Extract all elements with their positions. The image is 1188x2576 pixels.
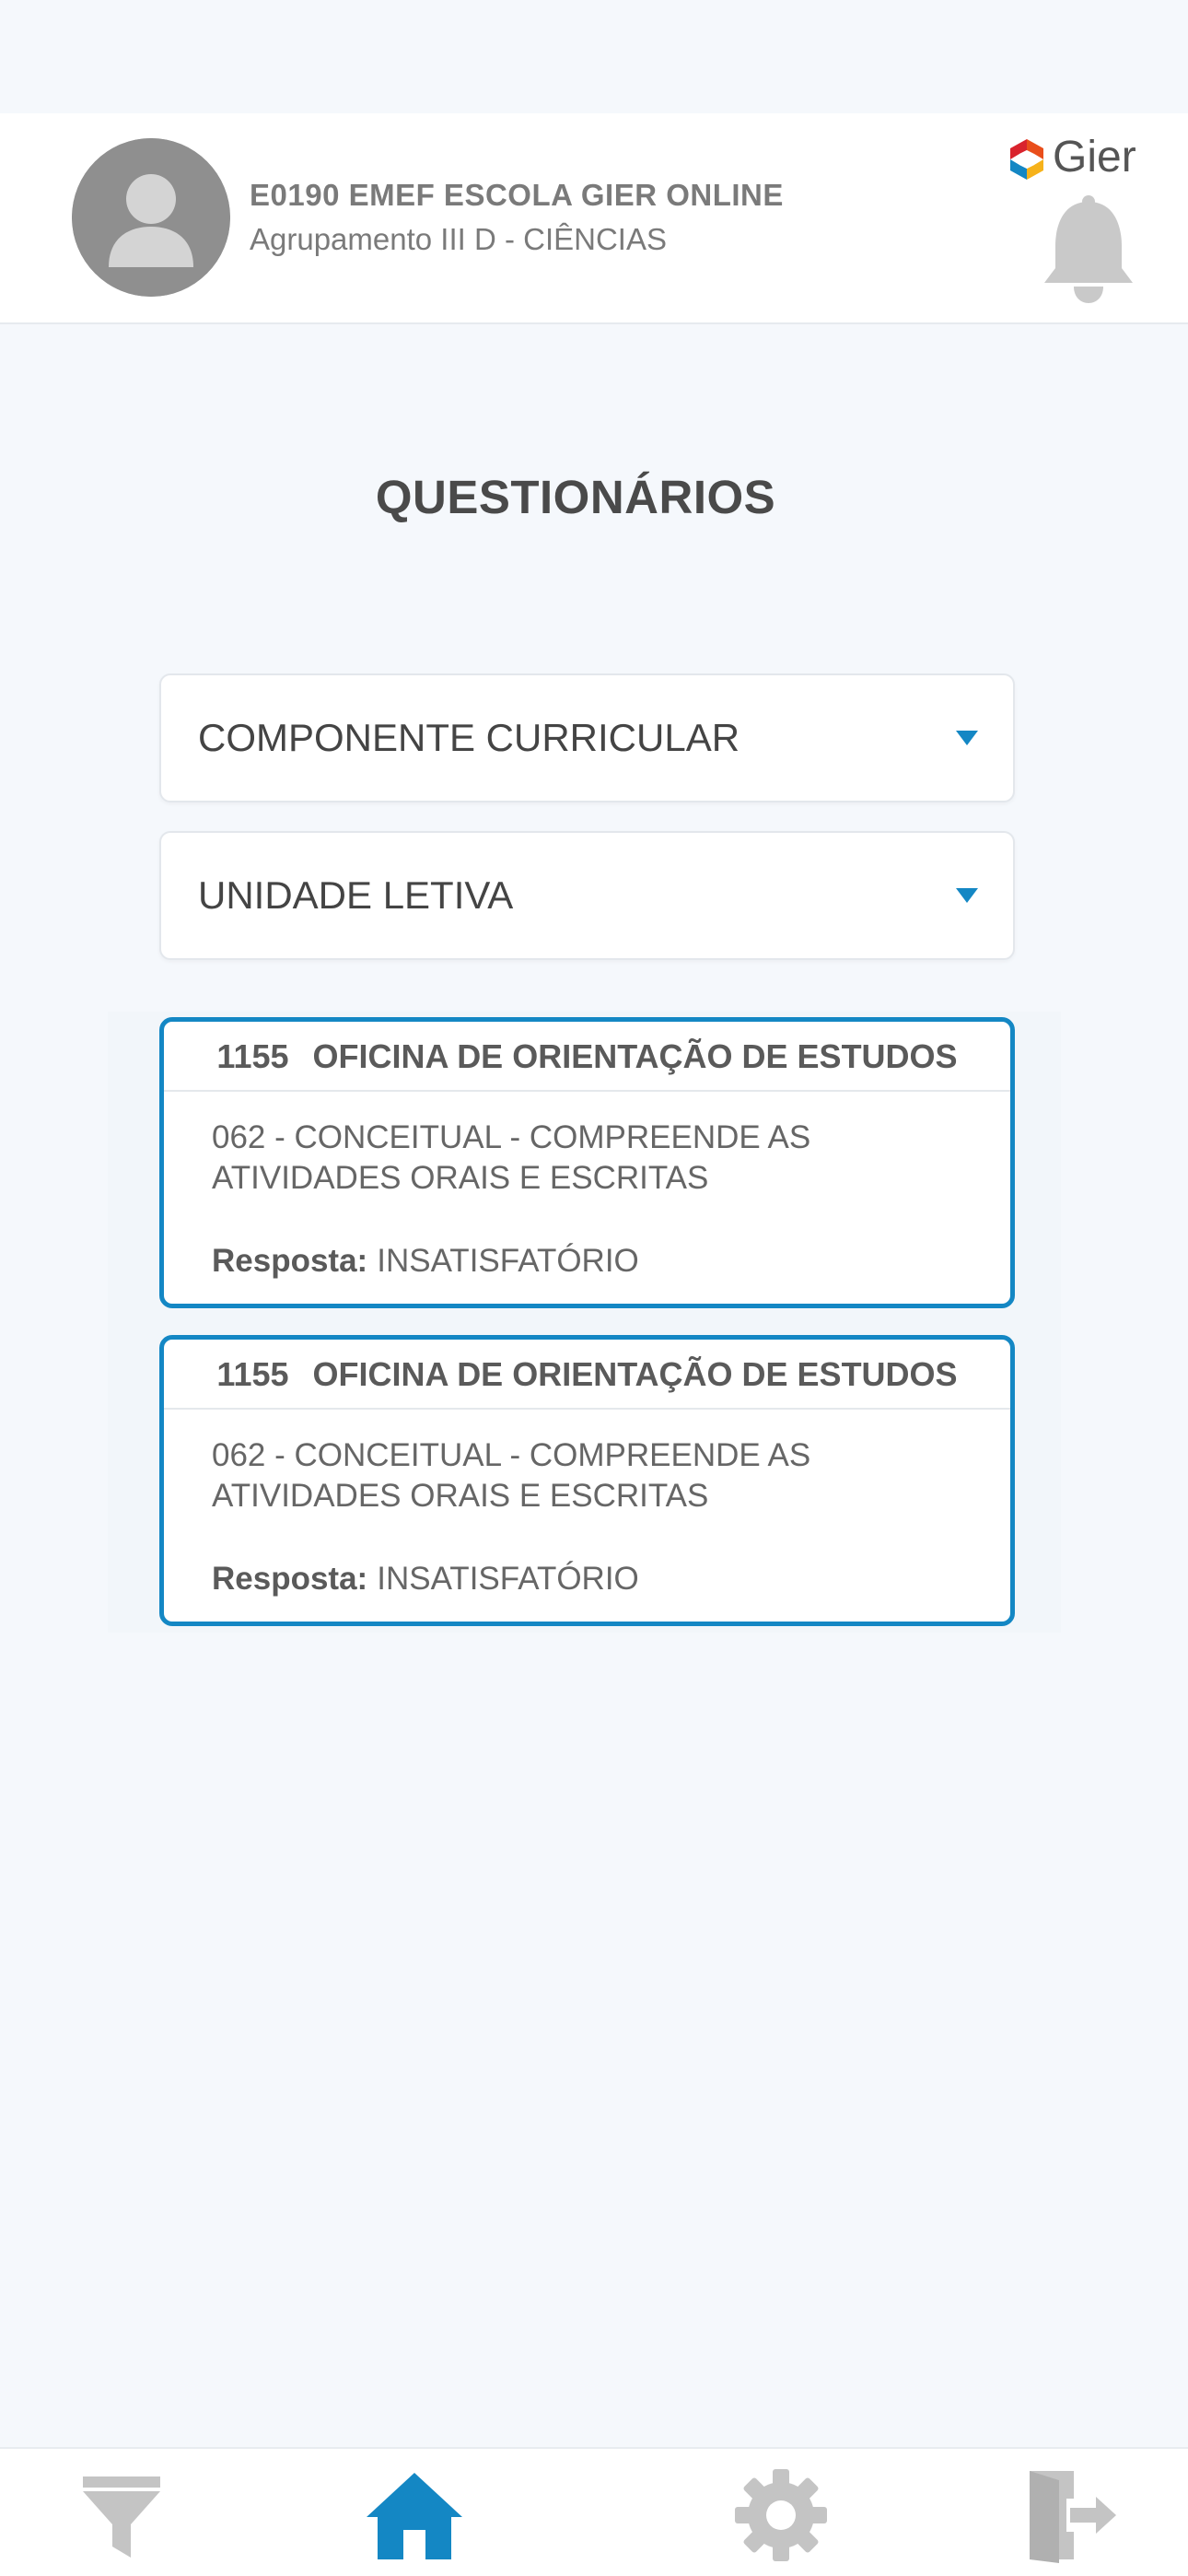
logout-icon[interactable] <box>1013 2467 1124 2563</box>
chevron-down-icon <box>956 731 978 745</box>
card-code: 1155 <box>216 1037 289 1075</box>
user-avatar-icon[interactable] <box>72 138 230 297</box>
card-subject: OFICINA DE ORIENTAÇÃO DE ESTUDOS <box>312 1355 958 1393</box>
school-name: E0190 EMEF ESCOLA GIER ONLINE <box>250 178 784 212</box>
questionnaire-card[interactable] <box>159 1017 1015 1308</box>
componente-curricular-label: COMPONENTE CURRICULAR <box>198 716 740 759</box>
brand-logo <box>1007 132 1145 183</box>
questionnaire-card[interactable] <box>159 1335 1015 1626</box>
header <box>0 113 1188 324</box>
bottom-nav <box>0 2447 1188 2576</box>
brand-name: Gier <box>1053 133 1136 181</box>
card-header <box>164 1022 1010 1092</box>
class-name: Agrupamento III D - CIÊNCIAS <box>250 222 667 256</box>
answer-label: Resposta: <box>212 1561 368 1597</box>
answer-value: INSATISFATÓRIO <box>377 1561 639 1597</box>
componente-curricular-select[interactable] <box>159 673 1015 802</box>
unidade-letiva-select[interactable] <box>159 831 1015 960</box>
chevron-down-icon <box>956 888 978 903</box>
page-title: QUESTIONÁRIOS <box>375 471 776 523</box>
filter-icon[interactable] <box>66 2467 177 2563</box>
card-subject: OFICINA DE ORIENTAÇÃO DE ESTUDOS <box>312 1037 958 1075</box>
gear-icon[interactable] <box>726 2467 836 2563</box>
bell-icon[interactable] <box>1041 194 1136 305</box>
unidade-letiva-label: UNIDADE LETIVA <box>198 873 514 917</box>
gier-logo-icon <box>1007 137 1047 181</box>
home-icon[interactable] <box>359 2467 470 2563</box>
card-code: 1155 <box>216 1355 289 1393</box>
card-answer <box>212 1561 639 1598</box>
card-description: 062 - CONCEITUAL - COMPREENDE AS ATIVIDADES ORAIS E ESCRITAS <box>212 1119 811 1196</box>
card-description: 062 - CONCEITUAL - COMPREENDE AS ATIVIDADES ORAIS E ESCRITAS <box>212 1437 811 1514</box>
answer-label: Resposta: <box>212 1243 368 1279</box>
card-header <box>164 1340 1010 1410</box>
card-answer <box>212 1243 639 1280</box>
answer-value: INSATISFATÓRIO <box>377 1243 639 1279</box>
